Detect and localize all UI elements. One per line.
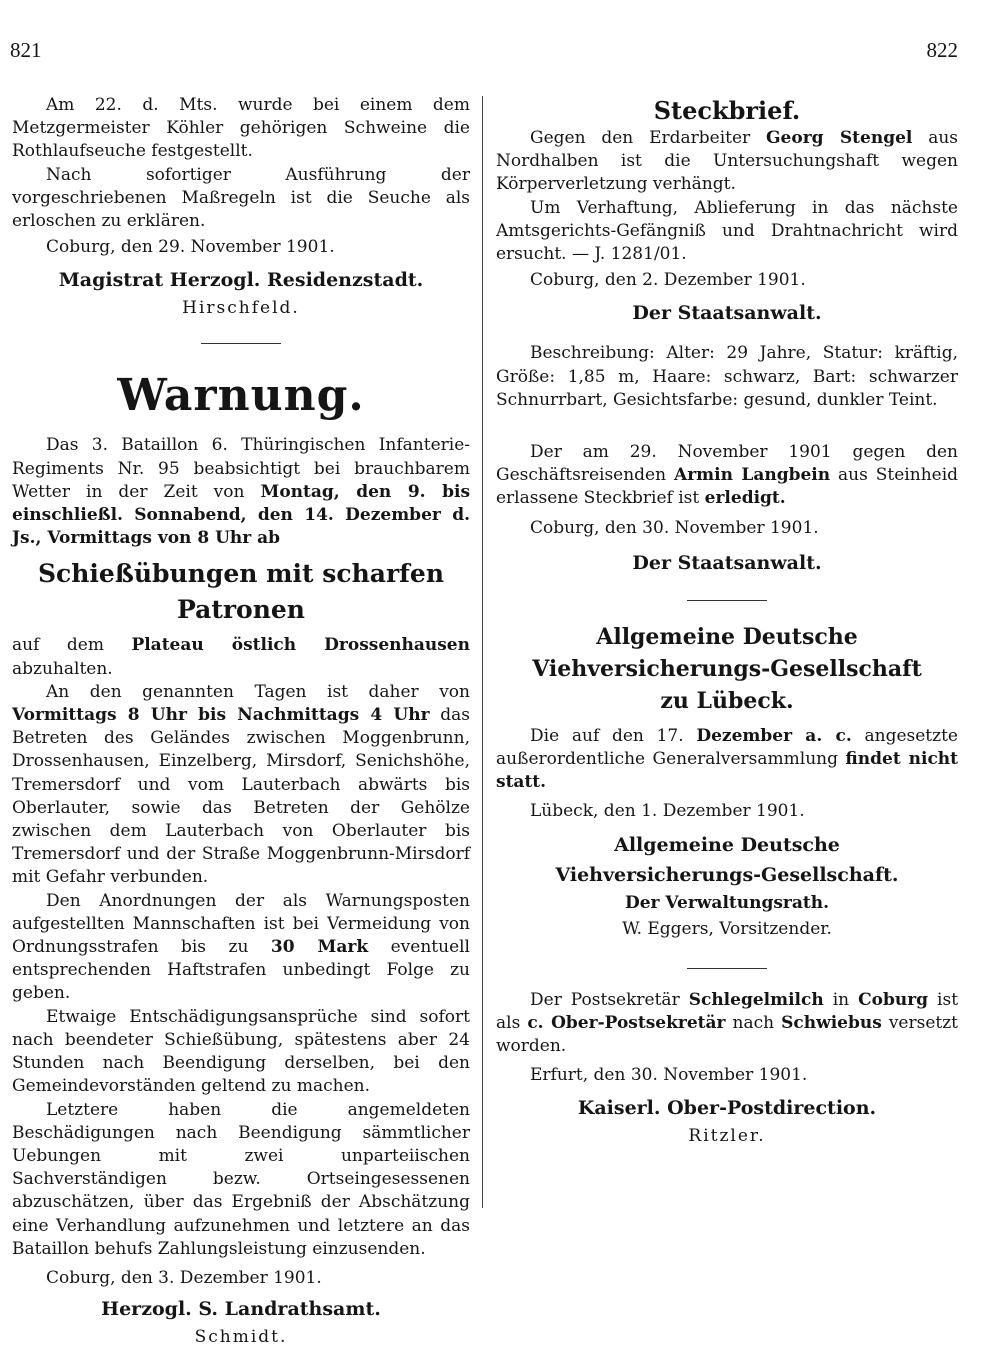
emphasis: Armin Langbein <box>674 465 831 486</box>
notice-warning <box>12 364 470 1350</box>
paragraph <box>12 890 470 1006</box>
signatory-name: Hirschfeld. <box>182 298 300 319</box>
text-run: Gegen den Erdarbeiter <box>530 128 751 148</box>
signatory-name: W. Eggers, Vorsitzender. <box>622 918 832 939</box>
text-run: aus Steinheid erlassene Steckbrief ist <box>496 465 959 509</box>
paragraph <box>496 725 958 795</box>
section-divider <box>687 600 767 601</box>
emphasis: Schlegelmilch <box>688 989 824 1010</box>
page-number-left: 821 <box>10 38 42 62</box>
paragraph: Nach sofortiger Ausführung der vorgeschriebenen Maßregeln ist die Seuche als erloschen zu erklären. <box>12 164 470 232</box>
steckbrief-date: Coburg, den 2. Dezember 1901. <box>530 270 806 291</box>
section-divider <box>201 343 281 344</box>
emphasis: Coburg <box>858 989 929 1010</box>
right-column <box>496 94 958 1149</box>
steckbrief-signature: Der Staatsanwalt. <box>632 302 822 325</box>
left-column <box>12 94 470 1350</box>
text-run: versetzt worden. <box>496 1012 959 1057</box>
text-run: Der Postsekretär <box>530 989 680 1010</box>
text-run: Die auf den 17. <box>530 725 684 746</box>
paragraph <box>496 989 958 1059</box>
erledigt-signature: Der Staatsanwalt. <box>632 551 822 574</box>
text-run: eventuell entsprechenden Haftstrafen unbedingt Folge zu geben. <box>12 937 470 1004</box>
emphasis: 30 Mark <box>270 937 369 958</box>
steckbrief-title: Steckbrief. <box>653 96 801 125</box>
company-title-line: Allgemeine Deutsche <box>596 623 858 650</box>
text-run: auf dem <box>12 635 104 656</box>
person-description: Beschreibung: Alter: 29 Jahre, Statur: kräftig, Größe: 1,85 m, Haare: schwarz, Bart: schwarzer Schnurrbart, Gesichtsfarbe: gesund, dunkler Teint. <box>496 343 958 410</box>
post-signature: Kaiserl. Ober-Postdirection. <box>577 1097 877 1120</box>
notice-signature: Magistrat Herzogl. Residenzstadt. <box>58 269 424 292</box>
paragraph <box>12 434 470 550</box>
notice-date: Coburg, den 29. November 1901. <box>46 237 335 258</box>
emphasis: erledigt. <box>704 488 786 509</box>
text-run: angesetzte außerordentliche Generalversammlung <box>496 725 958 770</box>
emphasis: Schwiebus <box>781 1012 882 1033</box>
text-run: An den genannten Tagen ist daher von <box>46 681 470 702</box>
emphasis: Vormittags 8 Uhr bis Nachmittags 4 Uhr <box>12 705 430 726</box>
warning-signature: Herzogl. S. Landrathsamt. <box>101 1298 381 1321</box>
company-title-line: Viehversicherungs-Gesellschaft <box>532 655 922 682</box>
text-run: in <box>832 989 850 1010</box>
post-date: Erfurt, den 30. November 1901. <box>530 1065 808 1086</box>
company-board: Der Verwaltungsrath. <box>624 892 830 913</box>
notice-rothlauf <box>12 94 470 321</box>
paragraph: Letztere haben die angemeldeten Beschädigungen nach Beendigung sämmtlicher Uebungen mit zwei unparteiischen Sachverständigen bezw. Ortseingesessenen abzuschätzen, über das Ergebniß der Abschätzung eine Verhandlung aufzunehmen und letztere an das Bataillon behufs Zahlungsleistung einzusenden. <box>12 1099 470 1259</box>
notice-steckbrief <box>496 94 958 412</box>
signatory-name: Schmidt. <box>194 1327 288 1348</box>
text-run: nach <box>732 1012 775 1033</box>
emphasis: c. Ober-Postsekretär <box>527 1012 726 1033</box>
emphasis: Plateau östlich Drossenhausen <box>131 635 470 656</box>
text-run: aus Nordhalben ist die Untersuchungshaft wegen Körperverletzung verhängt. <box>496 128 959 195</box>
paragraph <box>12 681 470 890</box>
text-run: Den Anordnungen der als Warnungsposten aufgestellten Mannschaften ist bei Vermeidung von Ordnungsstrafen bis zu <box>12 890 470 958</box>
warning-date: Coburg, den 3. Dezember 1901. <box>46 1267 322 1288</box>
signatory-name: Ritzler. <box>688 1126 766 1147</box>
paragraph: Um Verhaftung, Ablieferung in das nächste Amtsgerichts-Gefängniß und Drahtnachricht wird ersucht. — J. 1281/01. <box>496 197 958 265</box>
company-signature: Allgemeine Deutsche <box>614 833 840 856</box>
notice-versicherung <box>496 621 958 942</box>
column-divider <box>482 96 483 1208</box>
warning-subtitle: Schießübungen mit scharfen Patronen <box>37 559 444 625</box>
company-title-line: zu Lübeck. <box>660 687 794 714</box>
versicherung-date: Lübeck, den 1. Dezember 1901. <box>530 801 805 822</box>
notice-post <box>496 989 958 1150</box>
paragraph <box>12 634 470 680</box>
paragraph: Etwaige Entschädigungsansprüche sind sofort nach beendeter Schießübung, spätestens aber 24 Stunden nach Beendigung derselben, bei den Gemeindevorständen geltend zu machen. <box>12 1006 470 1097</box>
paragraph: Am 22. d. Mts. wurde bei einem dem Metzgermeister Köhler gehörigen Schweine die Rothlaufseuche festgestellt. <box>12 95 470 162</box>
emphasis: Dezember a. c. <box>696 725 852 746</box>
notice-erledigt <box>496 441 958 578</box>
emphasis: Georg Stengel <box>766 128 913 148</box>
section-divider <box>687 968 767 969</box>
erledigt-date: Coburg, den 30. November 1901. <box>530 517 819 538</box>
emphasis: Montag, den 9. bis einschließl. Sonnabend, den 14. Dezember d. Js., Vormittags von 8 Uhr ab <box>12 481 471 549</box>
warning-title: Warnung. <box>117 370 365 422</box>
emphasis: findet nicht statt. <box>496 749 959 793</box>
paragraph <box>496 441 958 511</box>
text-run: Das 3. Bataillon 6. Thüringischen Infanterie-Regiments Nr. 95 beabsichtigt bei brauchbarem Wetter in der Zeit von <box>12 435 470 502</box>
text-run: ist als <box>496 989 959 1033</box>
paragraph <box>496 127 958 197</box>
text-run: das Betreten des Geländes zwischen Moggenbrunn, Drossenhausen, Einzelberg, Mirsdorf, Senichshöhe, Tremersdorf und vom Lauterbach abwärts bis Oberlauter, sowie das Betreten der Gehölze zwischen dem Lauterbach von Oberlauter bis Tremersdorf und der Straße Moggenbrunn-Mirsdorf mit Gefahr verbunden. <box>12 705 470 888</box>
text-run: Der am 29. November 1901 gegen den Geschäftsreisenden <box>496 442 958 486</box>
page-number-right: 822 <box>926 38 958 62</box>
text-run: abzuhalten. <box>12 658 113 679</box>
company-signature: Viehversicherungs-Gesellschaft. <box>555 863 899 886</box>
